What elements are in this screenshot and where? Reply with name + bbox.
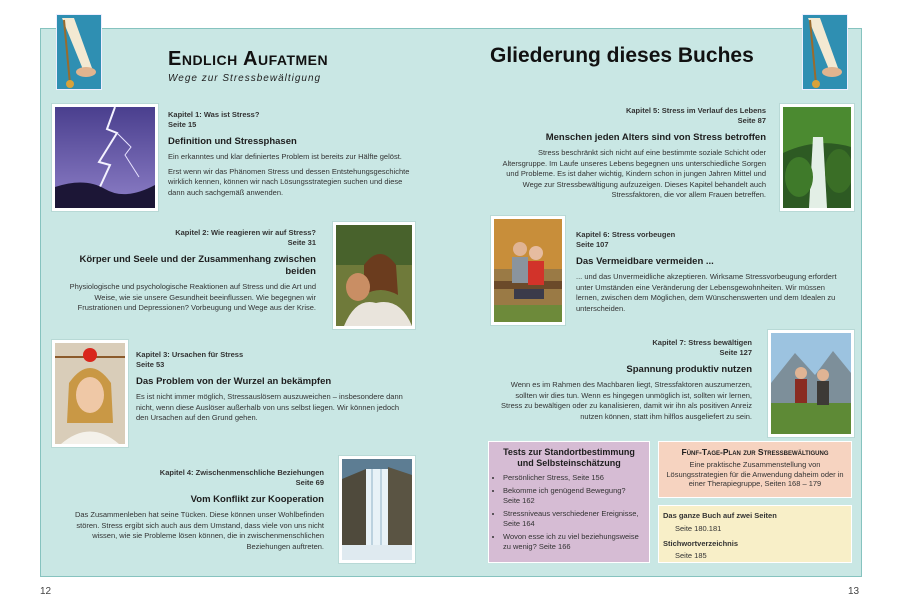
chapter-6-label: Kapitel 6: Stress vorbeugen: [576, 230, 676, 239]
lightning-photo: [52, 104, 158, 211]
tests-box: [488, 441, 650, 563]
chapter-7-label: Kapitel 7: Stress bewältigen: [652, 338, 752, 347]
chapter-2-heading: Körper und Seele und der Zusammenhang zwischen beiden: [79, 254, 316, 277]
chapter-4: [62, 468, 324, 552]
index-box-label-1: Das ganze Buch auf zwei Seiten: [663, 511, 777, 520]
plan-box-text: Eine praktische Zusammenstellung von Lösungsstrategien für die Anwendung daheim oder in einer Therapiegruppe, Seiten 168 – 179: [666, 460, 844, 488]
couple-photo: [333, 222, 415, 329]
chapter-3-text: Es ist nicht immer möglich, Stressauslösern auszuweichen – insbesondere dann nicht, wenn diese Auslöser außerhalb von uns selbst liegen. Wir können jedoch den Ursachen auf den Grund gehen.: [136, 392, 403, 422]
left-page-title: [168, 48, 328, 84]
chapter-5-text: Stress beschränkt sich nicht auf eine bestimmte soziale Schicht oder Altersgruppe. Im Laufe unseres Lebens begegnen uns unterschiedliche Sorgen und Probleme. Es ist daher wichtig, Kindern schon in jungen Jahren Mittel und Wege zur Stressbewältigung aufzuzeigen. Dieses Kapitel behandelt auch Stressfaktoren, die vor allem Frauen betreffen.: [502, 148, 766, 199]
chapter-5: [498, 106, 766, 201]
tests-list: [489, 473, 649, 552]
woman-apple-photo: [52, 340, 128, 447]
chapter-1-text-2: Erst wenn wir das Phänomen Stress und dessen Entstehungsgeschichte wirklich kennen, können wir nach Lösungsstrategien suchen und diese dann auch sachgemäß anwenden.: [168, 166, 410, 197]
tests-box-title: Tests zur Standortbestimmung und Selbsteinschätzung: [503, 447, 635, 468]
book-cover-image-right: [802, 14, 848, 90]
chapter-7-heading: Spannung produktiv nutzen: [626, 364, 752, 375]
chapter-3-heading: Das Problem von der Wurzel an bekämpfen: [136, 376, 332, 387]
tests-list-item: • Persönlicher Stress, Seite 156: [503, 473, 643, 483]
chapter-1-label: Kapitel 1: Was ist Stress?: [168, 110, 260, 119]
chapter-3: [136, 350, 404, 424]
chapter-1-text-1: Ein erkanntes und klar definiertes Problem ist bereits zur Hälfte gelöst.: [168, 152, 402, 161]
chapter-6-text: ... und das Unvermeidliche akzeptieren. Wirksame Stressvorbeugung erfordert unter Umständen eine Veränderung der Lebensgewohnheiten. Wir müssen lernen, zwischen dem Möglichen, dem Wünschenswerten und dem Idealen zu unterscheiden.: [576, 272, 837, 313]
tests-list-item: • Bekomme ich genügend Bewegung? Seite 162: [503, 486, 643, 506]
chapter-2-text: Physiologische und psychologische Reaktionen auf Stress und die Art und Weise, wie sie unsere Gesundheit beeinflussen. Wie begegnen wir Frustrationen und Depressionen? Vorbeugung und Wege aus der Krise.: [69, 282, 316, 312]
book-cover-image-left: [56, 14, 102, 90]
elderly-couple-bench-photo: [491, 216, 565, 325]
index-box-value-1: Seite 180.181: [675, 524, 722, 533]
chapter-2: [58, 228, 316, 314]
chapter-5-page: Seite 87: [737, 116, 766, 125]
chapter-7-page: Seite 127: [719, 348, 752, 357]
tests-list-item: • Wovon esse ich zu viel beziehungsweise zu wenig? Seite 166: [503, 532, 643, 552]
chapter-1-page: Seite 15: [168, 120, 197, 129]
chapter-4-heading: Vom Konflikt zur Kooperation: [190, 494, 324, 505]
chapter-3-page: Seite 53: [136, 360, 165, 369]
hiking-couple-photo: [768, 330, 854, 437]
index-box: [658, 505, 852, 563]
right-page-title: Gliederung dieses Buches: [490, 44, 754, 67]
chapter-6-heading: Das Vermeidbare vermeiden ...: [576, 256, 714, 267]
book-subtitle: Wege zur Stressbewältigung: [168, 73, 322, 84]
chapter-5-heading: Menschen jeden Alters sind von Stress betroffen: [545, 132, 766, 143]
page-number-right: 13: [848, 586, 860, 597]
chapter-7-text: Wenn es im Rahmen des Machbaren liegt, Stressfaktoren auszumerzen, sollten wir dies tun. Wenn es hingegen unmöglich ist, sollten wir lernen, Stress zu bewältigen oder zu kanalisieren, damit wir ihn als positiven Anreiz nutzen können, statt ihm hilflos ausgeliefert zu sein.: [501, 380, 752, 421]
chapter-4-text: Das Zusammenleben hat seine Tücken. Diese können unser Wohlbefinden stören. Stress ergibt sich auch aus dem Umstand, dass viele von uns nicht wissen, wie sie Probleme lösen können, die in zwischenmenschlichen Beziehungen auftreten.: [74, 510, 324, 551]
page-number-left: 12: [40, 586, 52, 597]
forest-waterfall-photo: [780, 104, 854, 211]
chapter-6-page: Seite 107: [576, 240, 609, 249]
waterfall-photo: [339, 456, 415, 563]
chapter-1: [168, 110, 410, 198]
chapter-4-label: Kapitel 4: Zwischenmenschliche Beziehungen: [159, 468, 324, 477]
chapter-2-label: Kapitel 2: Wie reagieren wir auf Stress?: [175, 228, 316, 237]
chapter-4-page: Seite 69: [295, 478, 324, 487]
chapter-3-label: Kapitel 3: Ursachen für Stress: [136, 350, 244, 359]
book-title: Endlich Aufatmen: [168, 48, 329, 70]
plan-box: [658, 441, 852, 498]
chapter-1-heading: Definition und Stressphasen: [168, 136, 297, 147]
chapter-6: [576, 230, 848, 314]
chapter-2-page: Seite 31: [287, 238, 316, 247]
chapter-7: [494, 338, 752, 422]
index-box-label-2: Stichwortverzeichnis: [663, 538, 739, 548]
plan-box-title: Fünf-Tage-Plan zur Stressbewältigung: [681, 447, 829, 457]
tests-list-item: • Stressniveaus verschiedener Ereignisse, Seite 164: [503, 509, 643, 529]
index-box-value-2: Seite 185: [675, 550, 707, 560]
chapter-5-label: Kapitel 5: Stress im Verlauf des Lebens: [625, 106, 766, 115]
